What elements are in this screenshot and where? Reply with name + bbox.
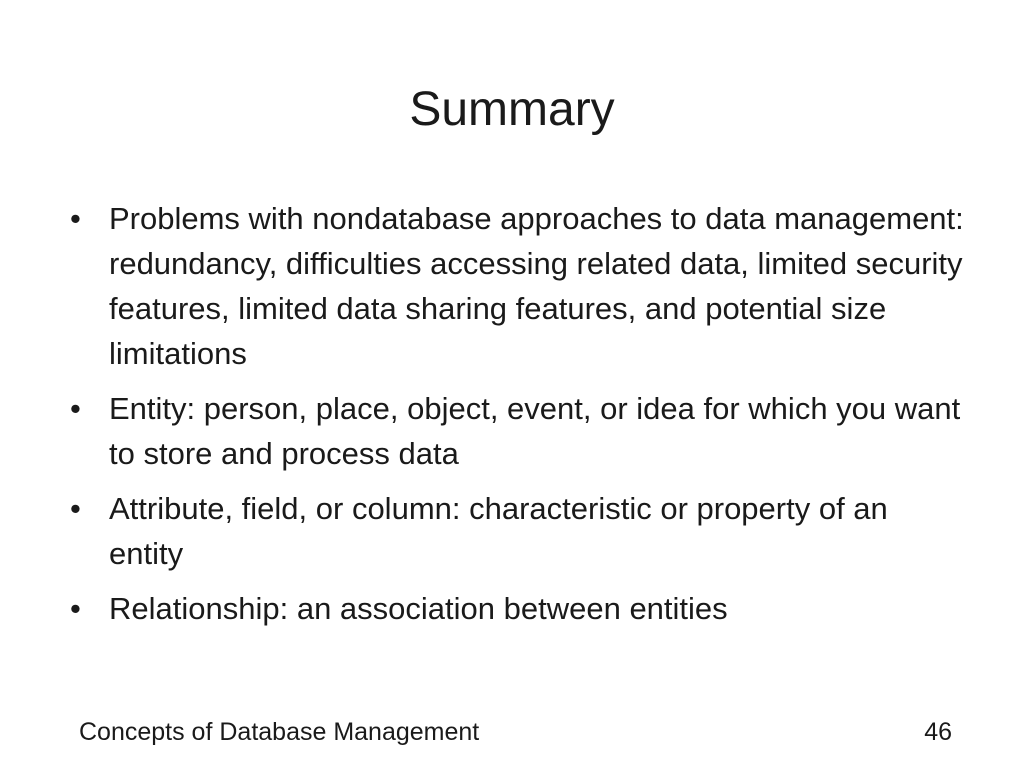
bullet-icon: •	[70, 201, 81, 236]
bullet-item	[70, 196, 970, 376]
slide-number: 46	[924, 718, 952, 746]
bullet-text: Problems with nondatabase approaches to data management: redundancy, difficulties accessing related data, limited security features, limited data sharing features, and potential size limitations	[109, 201, 964, 371]
bullet-text: Relationship: an association between entities	[109, 591, 728, 626]
footer-course-title: Concepts of Database Management	[79, 718, 480, 746]
slide-title: Summary	[409, 83, 615, 136]
bullet-icon: •	[70, 391, 81, 426]
bullet-list	[70, 196, 970, 641]
bullet-item	[70, 586, 970, 631]
bullet-item	[70, 386, 970, 476]
bullet-item	[70, 486, 970, 576]
bullet-text: Attribute, field, or column: characteristic or property of an entity	[109, 491, 888, 571]
bullet-icon: •	[70, 591, 81, 626]
bullet-text: Entity: person, place, object, event, or idea for which you want to store and process data	[109, 391, 961, 471]
bullet-icon: •	[70, 491, 81, 526]
